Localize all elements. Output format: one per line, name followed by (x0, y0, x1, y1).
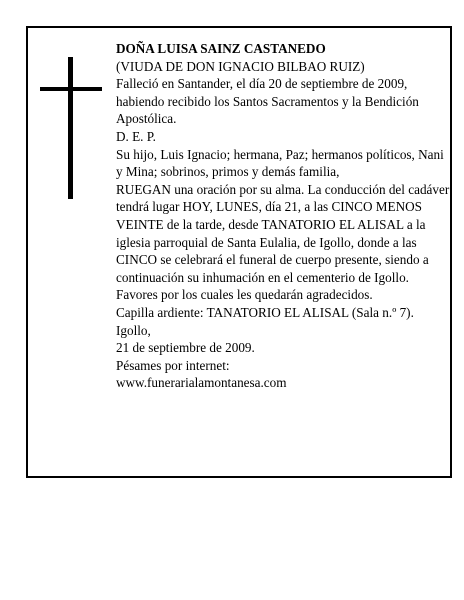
notice-text (116, 40, 450, 392)
widow-of-line: (VIUDA DE DON IGNACIO BILBAO RUIZ) (116, 58, 365, 74)
death-statement: Falleció en Santander, el día 20 de septiembre de 2009, habiendo recibido los Santos Sacramentos y la Bendición Apostólica. (116, 76, 419, 127)
condolences-link[interactable]: www.funerarialamontanesa.com (116, 375, 287, 391)
date-line: 21 de septiembre de 2009. (116, 340, 255, 356)
cross-vertical-bar (68, 57, 73, 199)
deceased-name: DOÑA LUISA SAINZ CASTANEDO (116, 41, 326, 56)
family-line: Su hijo, Luis Ignacio; hermana, Paz; hermanos políticos, Nani y Mina; sobrinos, primos y demás familia, (116, 146, 444, 180)
dep-line: D. E. P. (116, 128, 156, 144)
obituary-notice (26, 26, 452, 478)
chapel-line: Capilla ardiente: TANATORIO EL ALISAL (Sala n.º 7). (116, 304, 414, 320)
condolences-label: Pésames por internet: (116, 357, 230, 373)
cross-horizontal-bar (40, 87, 102, 91)
funeral-request: RUEGAN una oración por su alma. La conducción del cadáver tendrá lugar HOY, LUNES, día 21, a las CINCO MENOS VEINTE de la tarde, desde TANATORIO EL ALISAL a la iglesia parroquial de Santa Eulalia, de Igollo, donde a las CINCO se celebrará el funeral de cuerpo presente, siendo a continuación su inhumación en el cementerio de Igollo. (116, 181, 450, 285)
place-line: Igollo, (116, 322, 151, 338)
thanks-line: Favores por los cuales les quedarán agradecidos. (116, 287, 373, 303)
